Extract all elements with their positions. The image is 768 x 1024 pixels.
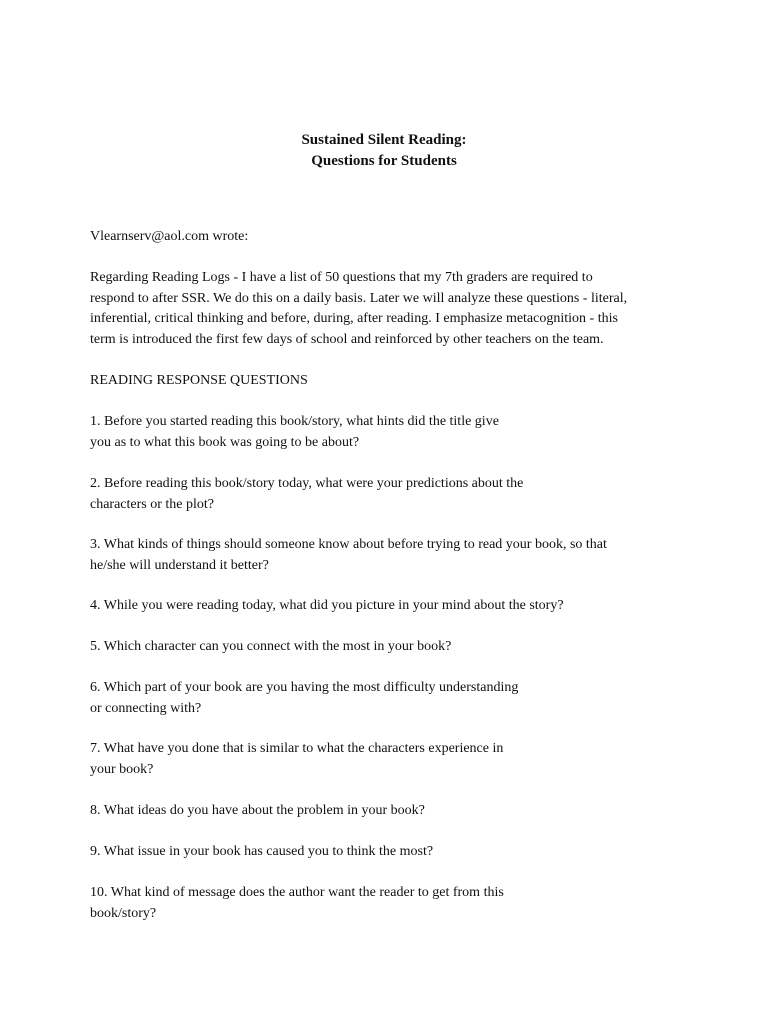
question-line: your book? bbox=[90, 761, 154, 777]
question-line: you as to what this book was going to be about? bbox=[90, 434, 360, 450]
question-item bbox=[90, 596, 690, 617]
sender-text: Vlearnserv@aol.com wrote: bbox=[90, 229, 249, 244]
question-line: 4. While you were reading today, what did you picture in your mind about the story? bbox=[90, 598, 564, 613]
question-item bbox=[90, 739, 690, 780]
section-heading-text: READING RESPONSE QUESTIONS bbox=[90, 373, 308, 388]
intro-paragraph bbox=[90, 268, 690, 350]
question-line: book/story? bbox=[90, 905, 157, 921]
document-title-line-1: Sustained Silent Reading: bbox=[301, 132, 467, 148]
question-item bbox=[90, 412, 690, 453]
question-line: he/she will understand it better? bbox=[90, 557, 269, 573]
question-item bbox=[90, 678, 690, 719]
question-item bbox=[90, 842, 690, 863]
question-line: characters or the plot? bbox=[90, 496, 214, 512]
question-item bbox=[90, 883, 690, 924]
question-item bbox=[90, 801, 690, 822]
question-line: 6. Which part of your book are you having the most difficulty understanding bbox=[90, 680, 519, 695]
intro-line: Regarding Reading Logs - I have a list of 50 questions that my 7th graders are required to bbox=[90, 270, 593, 285]
question-line: or connecting with? bbox=[90, 700, 202, 716]
intro-line: term is introduced the first few days of school and reinforced by other teachers on the team. bbox=[90, 331, 604, 347]
question-line: 5. Which character can you connect with the most in your book? bbox=[90, 639, 452, 654]
question-line: 10. What kind of message does the author want the reader to get from this bbox=[90, 885, 504, 900]
question-line: 1. Before you started reading this book/story, what hints did the title give bbox=[90, 414, 499, 429]
section-heading bbox=[90, 371, 690, 392]
document-title-line-2: Questions for Students bbox=[311, 153, 457, 169]
question-line: 2. Before reading this book/story today, what were your predictions about the bbox=[90, 476, 524, 491]
question-line: 8. What ideas do you have about the problem in your book? bbox=[90, 803, 425, 818]
question-item bbox=[90, 535, 690, 576]
question-line: 9. What issue in your book has caused you to think the most? bbox=[90, 844, 434, 859]
question-line: 3. What kinds of things should someone know about before trying to read your book, so that bbox=[90, 537, 607, 552]
question-item bbox=[90, 637, 690, 658]
question-item bbox=[90, 474, 690, 515]
sender-line bbox=[90, 227, 690, 248]
question-line: 7. What have you done that is similar to what the characters experience in bbox=[90, 741, 504, 756]
intro-line: respond to after SSR. We do this on a daily basis. Later we will analyze these questions - literal, bbox=[90, 290, 628, 306]
intro-line: inferential, critical thinking and before, during, after reading. I emphasize metacognition - this bbox=[90, 311, 618, 326]
